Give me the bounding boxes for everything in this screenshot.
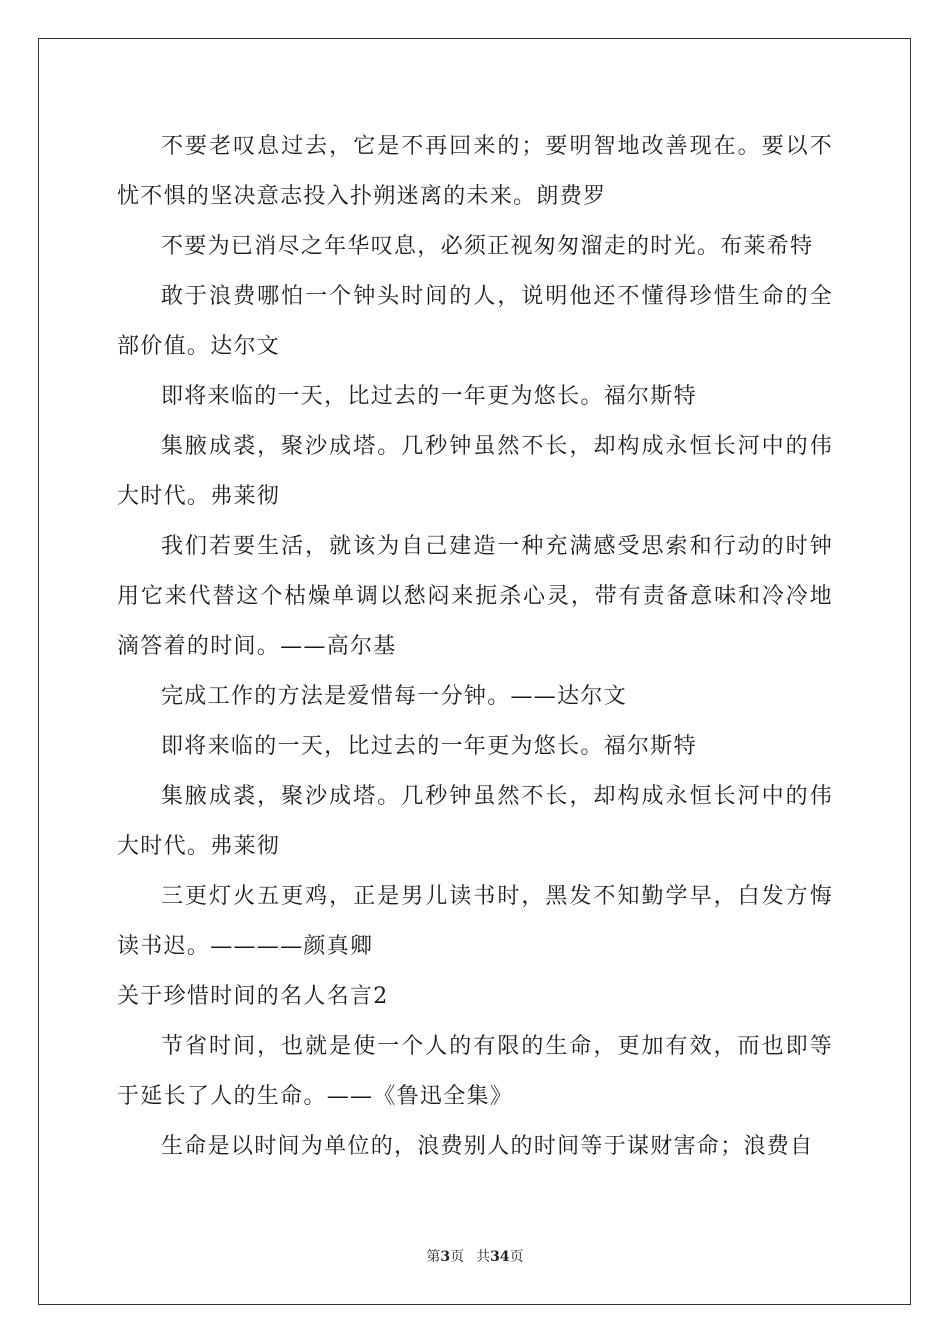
page-prefix: 第 — [426, 1249, 441, 1265]
total-suffix: 页 — [509, 1249, 524, 1265]
document-body — [117, 122, 833, 1172]
quote-paragraph: 集腋成裘，聚沙成塔。几秒钟虽然不长，却构成永恒长河中的伟大时代。弗莱彻 — [117, 784, 833, 859]
quote-paragraph: 三更灯火五更鸡，正是男儿读书时，黑发不知勤学早，白发方悔读书迟。————颜真卿 — [117, 884, 833, 959]
total-prefix: 共 — [476, 1249, 491, 1265]
quote-paragraph: 我们若要生活，就该为自己建造一种充满感受思索和行动的时钟用它来代替这个枯燥单调以愁闷来扼杀心灵，带有责备意味和冷冷地滴答着的时间。——高尔基 — [117, 534, 833, 659]
quote-paragraph: 集腋成裘，聚沙成塔。几秒钟虽然不长，却构成永恒长河中的伟大时代。弗莱彻 — [117, 434, 833, 509]
quote-paragraph: 生命是以时间为单位的，浪费别人的时间等于谋财害命；浪费自 — [161, 1134, 814, 1159]
page-suffix: 页 — [450, 1249, 465, 1265]
quote-paragraph: 即将来临的一天，比过去的一年更为悠长。福尔斯特 — [161, 734, 697, 759]
page-number: 3 — [440, 1249, 451, 1265]
quote-paragraph: 敢于浪费哪怕一个钟头时间的人，说明他还不懂得珍惜生命的全部价值。达尔文 — [117, 284, 833, 359]
total-pages: 34 — [490, 1249, 510, 1265]
quote-paragraph: 节省时间，也就是使一个人的有限的生命，更加有效，而也即等于延长了人的生命。——《鲁迅全集》 — [117, 1034, 833, 1109]
quote-paragraph: 不要为已消尽之年华叹息，必须正视匆匆溜走的时光。布莱希特 — [161, 234, 814, 259]
section-heading: 关于珍惜时间的名人名言2 — [117, 984, 389, 1009]
quote-paragraph: 完成工作的方法是爱惜每一分钟。——达尔文 — [161, 684, 628, 709]
page-footer — [0, 1246, 950, 1266]
quote-paragraph: 即将来临的一天，比过去的一年更为悠长。福尔斯特 — [161, 384, 697, 409]
quote-paragraph: 不要老叹息过去，它是不再回来的；要明智地改善现在。要以不忧不惧的坚决意志投入扑朔迷离的未来。朗费罗 — [117, 134, 833, 209]
